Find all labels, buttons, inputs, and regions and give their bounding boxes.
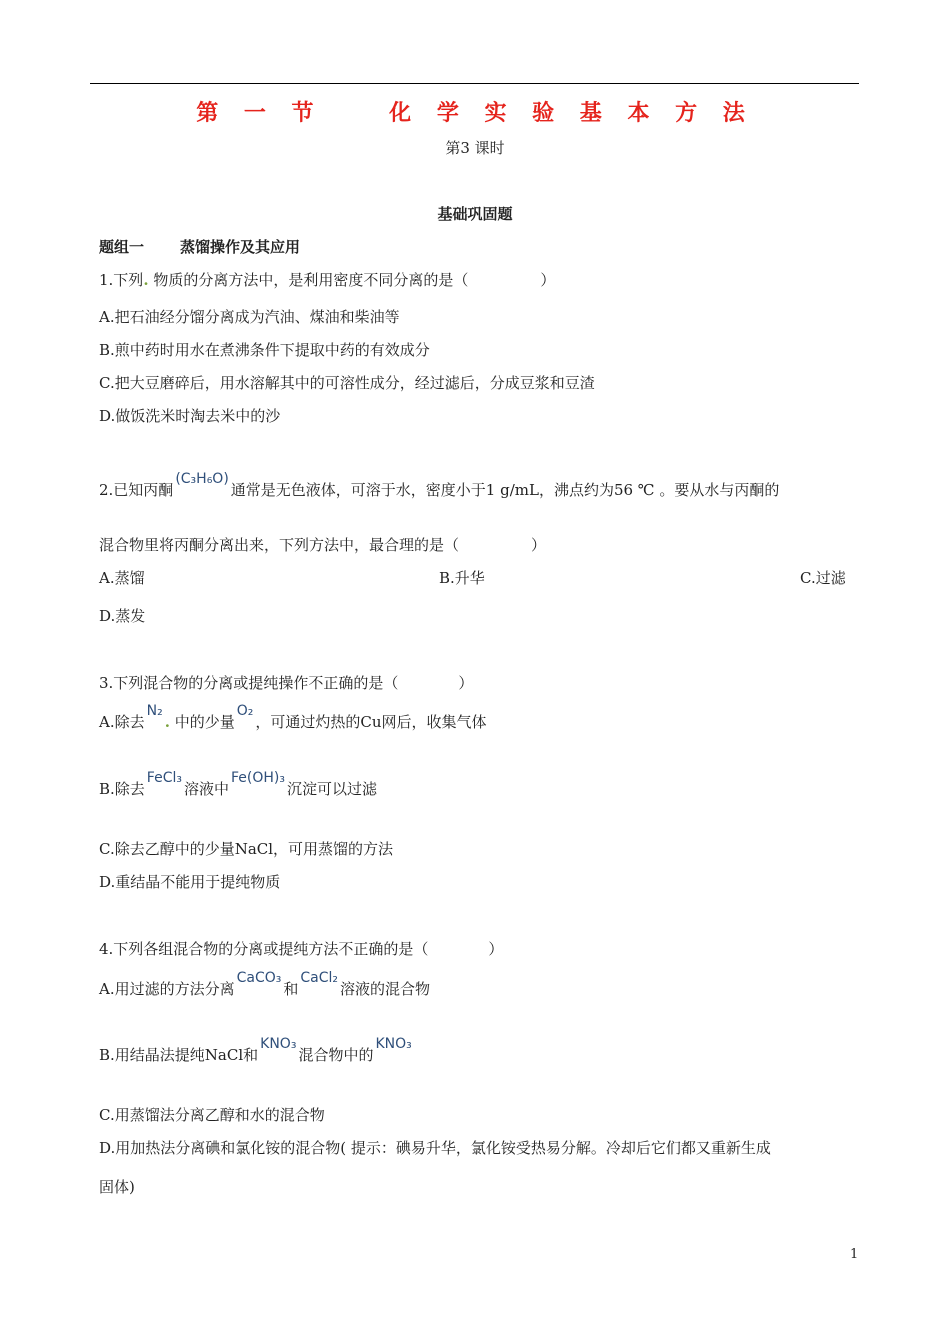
formula-fecl3: FeCl₃ [146, 770, 182, 786]
question-4-option-d-line2: 固体) [99, 1178, 135, 1196]
formula-kno3: KNO₃ [260, 1036, 297, 1052]
question-group-heading [99, 236, 300, 257]
page-number: 1 [850, 1247, 859, 1262]
question-2-stem-line2: 混合物里将丙酮分离出来，下列方法中，最合理的是（ ） [99, 536, 547, 554]
question-2-option-b: B.升华 [439, 569, 485, 587]
section-heading: 基础巩固题 [437, 205, 513, 223]
page-title: 第 一 节 化 学 实 验 基 本 方 法 [196, 101, 754, 126]
group-label: 题组一 [99, 238, 145, 256]
question-2-option-d: D.蒸发 [99, 607, 146, 625]
question-3-option-b: B.除去FeCl₃溶液中Fe(OH)₃沉淀可以过滤 [99, 770, 377, 798]
question-4-option-a: A.用过滤的方法分离CaCO₃和CaCl₂溶液的混合物 [99, 970, 431, 998]
question-1-stem: 1.下列. 物质的分离方法中，是利用密度不同分离的是（ ） [99, 271, 556, 289]
formula-kno3-2: KNO₃ [375, 1036, 412, 1052]
header-rule [90, 83, 859, 84]
question-3-option-a: A.除去N₂. 中的少量O₂，可通过灼热的Cu网后，收集气体 [99, 703, 487, 731]
question-1-option-b: B.煎中药时用水在煮沸条件下提取中药的有效成分 [99, 341, 430, 359]
group-topic: 蒸馏操作及其应用 [180, 238, 301, 256]
question-3-stem: 3.下列混合物的分离或提纯操作不正确的是（ ） [99, 674, 474, 692]
formula-caco3: CaCO₃ [236, 970, 282, 986]
formula-feoh3: Fe(OH)₃ [231, 770, 285, 786]
question-4-stem: 4.下列各组混合物的分离或提纯方法不正确的是（ ） [99, 940, 504, 958]
question-2-stem-line1: 2.已知丙酮(C₃H₆O)通常是无色液体，可溶于水，密度小于1 g/mL，沸点约为56 ℃ 。要从水与丙酮的 [99, 471, 780, 499]
question-1-option-c: C.把大豆磨碎后，用水溶解其中的可溶性成分，经过滤后，分成豆浆和豆渣 [99, 374, 595, 392]
question-2-option-c: C.过滤 [800, 569, 846, 587]
formula-o2: O₂ [236, 703, 254, 719]
question-4-option-d-line1: D.用加热法分离碘和氯化铵的混合物( 提示：碘易升华，氯化铵受热易分解。冷却后它们都又重新生成 [99, 1139, 771, 1157]
question-1-option-a: A.把石油经分馏分离成为汽油、煤油和柴油等 [99, 308, 400, 326]
formula-n2: N₂ [146, 703, 163, 719]
question-3-option-d: D.重结晶不能用于提纯物质 [99, 873, 281, 891]
question-3-option-c: C.除去乙醇中的少量NaCl，可用蒸馏的方法 [99, 840, 394, 858]
question-4-option-b: B.用结晶法提纯NaCl和KNO₃混合物中的KNO₃ [99, 1036, 412, 1064]
question-2-options-row [99, 568, 851, 588]
question-4-option-c: C.用蒸馏法分离乙醇和水的混合物 [99, 1106, 325, 1124]
lesson-subtitle: 第3 课时 [445, 139, 505, 157]
question-2-option-a: A.蒸馏 [99, 569, 145, 587]
formula-acetone: (C₃H₆O) [175, 471, 229, 487]
question-1-option-d: D.做饭洗米时淘去米中的沙 [99, 407, 281, 425]
formula-cacl2: CaCl₂ [300, 970, 339, 986]
